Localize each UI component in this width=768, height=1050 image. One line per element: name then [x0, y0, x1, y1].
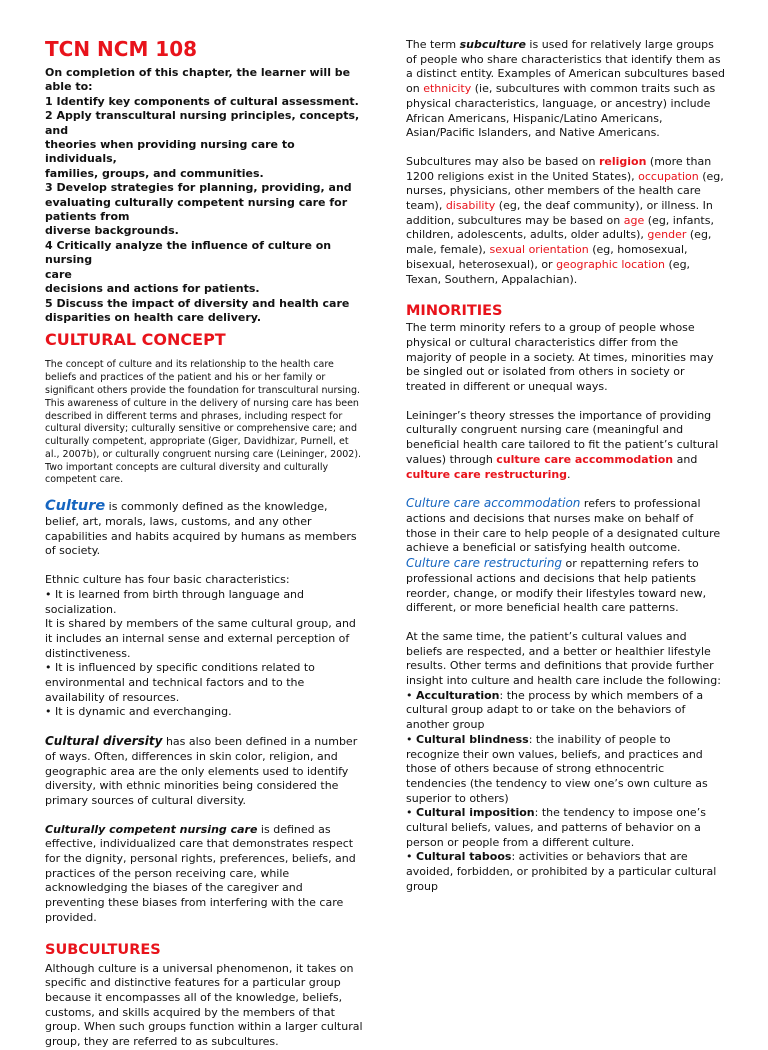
minorities-heading: MINORITIES	[406, 303, 503, 320]
objective-line: patients from	[45, 210, 130, 224]
objective-line: 2 Apply transcultural nursing principles, concepts, and	[45, 109, 360, 137]
minorities-paragraph-1: The term minority refers to a group of people whose physical or cultural characteristics differ from the majority of people in a society. At times, minorities may be singled out or isolated from others in society or treated in different or unequal ways.	[406, 321, 714, 394]
sexual-orientation-term: sexual orientation	[489, 243, 589, 257]
objective-line: 3 Develop strategies for planning, providing, and	[45, 181, 352, 195]
geographic-location-term: geographic location	[556, 257, 666, 271]
term-item: • Cultural taboos: activities or behaviors that are avoided, forbidden, or prohibited by a particular cultural group	[406, 850, 726, 894]
culture-term: Culture	[45, 498, 106, 515]
subculture-term: subculture	[459, 38, 526, 51]
term-item: • Acculturation: the process by which members of a cultural group adapt to or take on the behaviors of another group	[406, 689, 726, 733]
objective-line: diverse backgrounds.	[45, 224, 179, 238]
learning-objectives	[45, 66, 363, 325]
restructuring-highlight: culture care restructuring	[406, 467, 568, 481]
accommodation-highlight: culture care accommodation	[496, 452, 674, 466]
cultural-concept-heading: CULTURAL CONCEPT	[45, 330, 226, 350]
culturally-competent-definition: Culturally competent nursing care is defined as effective, individualized care that demonstrates respect for the dignity, personal rights, preferences, beliefs, and practices of the person receiving care, while acknowledging the biases of the caregiver and preventing these biases from interfering with the care provided.	[45, 822, 356, 924]
objective-line: 1 Identify key components of cultural assessment.	[45, 94, 359, 108]
culture-definition: Culture is commonly defined as the knowledge, belief, art, morals, laws, customs, and any other capabilities and habits acquired by humans as members of society.	[45, 498, 357, 558]
cultural-taboos-term: Cultural taboos	[416, 850, 512, 864]
objective-line: able to:	[45, 80, 93, 94]
restructuring-term: Culture care restructuring	[406, 556, 563, 571]
term-item: • Cultural imposition: the tendency to impose one’s cultural beliefs, values, and patterns of behavior on a person or people from a different culture.	[406, 806, 726, 850]
objective-line: families, groups, and communities.	[45, 166, 264, 180]
left-column	[45, 36, 363, 1050]
objective-line: On completion of this chapter, the learner will be	[45, 66, 351, 79]
disability-term: disability	[445, 199, 496, 213]
accommodation-term: Culture care accommodation	[406, 496, 581, 511]
ethnic-culture-intro: Ethnic culture has four basic characteristics:	[45, 573, 290, 587]
objective-line: theories when providing nursing care to individuals,	[45, 138, 295, 166]
occupation-term: occupation	[638, 169, 699, 183]
restructuring-definition: Culture care restructuring or repatterning refers to professional actions and decisions that help patients reorder, change, or modify their lifestyles toward new, different, or more beneficial health care patterns.	[406, 556, 707, 615]
culturally-competent-term: Culturally competent nursing care	[45, 822, 258, 836]
objective-line: decisions and actions for patients.	[45, 282, 260, 296]
cultural-diversity-term: Cultural diversity	[45, 734, 163, 749]
objective-line: care	[45, 267, 72, 281]
cultural-blindness-term: Cultural blindness	[416, 732, 529, 746]
subculture-bases-paragraph: Subcultures may also be based on religion (more than 1200 religions exist in the United States), occupation (eg, nurses, physicians, other members of the health care team), disability (eg, the deaf community), or illness. In addition, subcultures may be based on age (eg, infants, children, adolescents, adults, older adults), gender (eg, male, female), sexual orientation (eg, homosexual, bisexual, heterosexual), or geographic location (eg, Texan, Southern, Appalachian).	[406, 154, 724, 286]
objective-line: 4 Critically analyze the influence of culture on nursing	[45, 238, 332, 267]
cultural-imposition-term: Cultural imposition	[416, 806, 535, 820]
subcultures-heading: SUBCULTURES	[45, 941, 161, 958]
religion-term: religion	[598, 154, 647, 168]
document-title: TCN NCM 108	[45, 37, 198, 61]
acculturation-term: Acculturation	[416, 688, 500, 702]
right-column	[406, 36, 726, 895]
objective-line: 5 Discuss the impact of diversity and health care	[45, 296, 350, 310]
subculture-term-paragraph: The term subculture is used for relatively large groups of people who share characteristics that identify them as a distinct entity. Examples of American subcultures based on ethnicity (ie, subcultures with common traits such as physical characteristics, language, or ancestry) include African Americans, Hispanic/Latino Americans, Asian/Pacific Islanders, and Native Americans.	[406, 38, 725, 140]
characteristic-item: • It is dynamic and everchanging.	[45, 705, 363, 720]
subcultures-paragraph-1: Although culture is a universal phenomenon, it takes on specific and distinctive features for a particular group because it encompasses all of the knowledge, beliefs, customs, and skills acquired by the members of that group. When such groups function within a larger cultural group, they are referred to as subcultures.	[45, 961, 363, 1049]
objective-line: disparities on health care delivery.	[45, 310, 262, 324]
cultural-diversity-definition: Cultural diversity has also been defined in a number of ways. Often, differences in skin color, religion, and geographic area are the only elements used to identify diversity, with ethnic minorities being considered the primary sources of cultural diversity.	[45, 734, 358, 807]
accommodation-definition: Culture care accommodation refers to professional actions and decisions that nurses make on behalf of those in their care to help people of a designated culture achieve a beneficial or satisfying health outcome.	[406, 496, 721, 555]
age-term: age	[623, 213, 645, 227]
characteristic-item: • It is influenced by specific conditions related to environmental and technical factors and to the availability of resources.	[45, 661, 363, 705]
characteristic-item: • It is learned from birth through language and socialization.	[45, 588, 363, 617]
ethnicity-term: ethnicity	[423, 82, 472, 96]
characteristic-item: It is shared by members of the same cultural group, and it includes an internal sense and external perception of distinctiveness.	[45, 617, 356, 660]
objective-line: evaluating culturally competent nursing care for	[45, 195, 348, 209]
cultural-concept-intro: The concept of culture and its relationship to the health care beliefs and practices of the patient and his or her family or significant others provide the foundation for transcultural nursing. This awareness of culture in the delivery of nursing care has been described in different terms and phrases, including respect for cultural diversity; culturally sensitive or comprehensive care; and culturally competent, appropriate (Giger, Davidhizar, Purnell, et al., 2007b), or culturally congruent nursing care (Leininger, 2002). Two important concepts are cultural diversity and culturally competent care.	[45, 359, 362, 486]
leininger-paragraph: Leininger’s theory stresses the importance of providing culturally congruent nursing care (meaningful and beneficial health care tailored to fit the patient’s cultural values) through culture care accommodation and culture care restructuring.	[406, 408, 719, 481]
gender-term: gender	[647, 228, 687, 242]
term-item: • Cultural blindness: the inability of people to recognize their own values, beliefs, and practices and those of others because of strong ethnocentric tendencies (the tendency to view one’s own culture as superior to others)	[406, 733, 726, 807]
other-terms-paragraph: At the same time, the patient’s cultural values and beliefs are respected, and a better or healthier lifestyle results. Other terms and definitions that provide further insight into culture and health care include the following:	[406, 629, 721, 688]
